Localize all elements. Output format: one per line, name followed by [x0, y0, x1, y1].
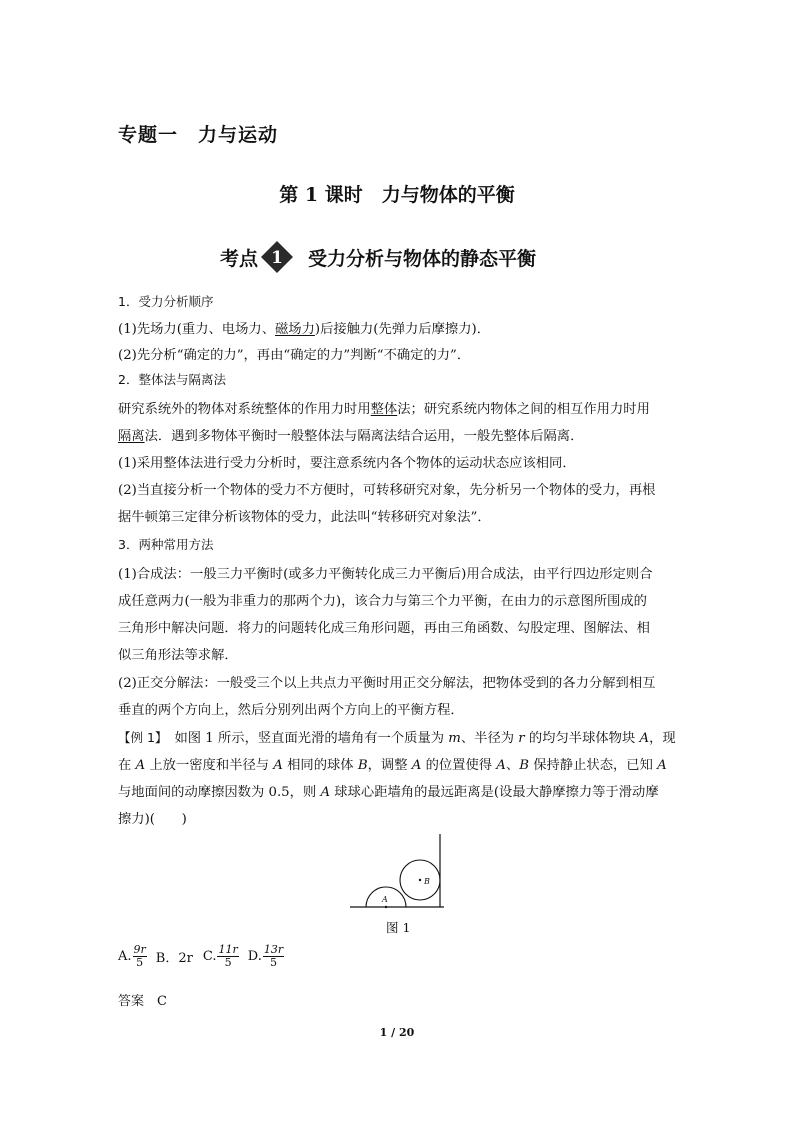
section2-line3: (1)采用整体法进行受力分析时，要注意系统内各个物体的运动状态应该相同．: [118, 456, 576, 471]
chapter-title: 专题一 力与运动: [118, 124, 279, 146]
section1-heading: 1．受力分析顺序: [118, 294, 214, 309]
kaodian-title: 受力分析与物体的静态平衡: [308, 247, 537, 270]
figure-label-a: A: [382, 895, 388, 904]
section2-line5: 据牛顿第三定律分析该物体的受力，此法叫“转移研究对象法”．: [118, 510, 491, 525]
option-a: A. $\frac{9r}{5}$: [118, 943, 146, 969]
example-line1: 【例 1】 如图 1 所示，竖直面光滑的墙角有一个质量为 m、半径为 r 的均匀半球体物块 A，现: [118, 730, 676, 746]
option-b: B．2r: [155, 951, 193, 966]
option-d: D. $\frac{13r}{5}$: [247, 943, 284, 969]
example-line4: 擦力)( ): [118, 812, 187, 827]
section3-line1: (1)合成法：一般三力平衡时(或多力平衡转化成三力平衡后)用合成法，由平行四边形定则合: [118, 567, 653, 582]
section2-line2: 隔离法．遇到多物体平衡时一般整体法与隔离法结合运用，一般先整体后隔离．: [118, 429, 584, 444]
kaodian-number-badge: [260, 240, 294, 274]
section3-line3: 三角形中解决问题．将力的问题转化成三角形问题，再由三角函数、勾股定理、图解法、相: [118, 621, 650, 636]
section1-line2: (2)先分析“确定的力”，再由“确定的力”判断“不确定的力”．: [118, 348, 471, 363]
lesson-title: 第 1 课时 力与物体的平衡: [279, 184, 515, 206]
section2-line1: 研究系统外的物体对系统整体的作用力时用整体法；研究系统内物体之间的相互作用力时用: [118, 402, 650, 417]
section3-line2: 成任意两力(一般为非重力的那两个力)，该合力与第三个力平衡，在由力的示意图所围成的: [118, 594, 647, 609]
figure-label-b: B: [424, 877, 430, 886]
example-line3: 与地面间的动摩擦因数为 0.5，则 A 球球心距墙角的最远距离是(设最大静摩擦力等于滑动摩: [118, 785, 659, 800]
page-number: 1 / 20: [379, 1026, 415, 1039]
kaodian-heading: [220, 240, 536, 274]
section2-line4: (2)当直接分析一个物体的受力不方便时，可转移研究对象，先分析另一个物体的受力，再根: [118, 483, 656, 498]
section3-line4: 似三角形法等求解．: [118, 648, 238, 663]
example-line2: 在 A 上放一密度和半径与 A 相同的球体 B，调整 A 的位置使得 A、B 保持静止状态，已知 A: [118, 758, 667, 773]
section2-heading: 2．整体法与隔离法: [118, 372, 226, 387]
answer-options: [118, 944, 285, 969]
section1-line1: (1)先场力(重力、电场力、磁场力)后接触力(先弹力后摩擦力)．: [118, 322, 491, 337]
figure-wall-spheres: [348, 832, 448, 912]
kaodian-number: 1: [271, 248, 283, 268]
section3-line6: 垂直的两个方向上，然后分别列出两个方向上的平衡方程．: [118, 703, 464, 718]
example-tag: 【例 1】: [118, 730, 162, 745]
figure-caption: 图 1: [386, 920, 411, 935]
section3-heading: 3．两种常用方法: [118, 537, 214, 552]
answer-text: 答案 C: [118, 994, 167, 1009]
kaodian-label: 考点: [220, 247, 259, 270]
option-c: C. $\frac{11r}{5}$: [202, 943, 238, 969]
section3-line5: (2)正交分解法：一般受三个以上共点力平衡时用正交分解法，把物体受到的各力分解到相互: [118, 676, 656, 691]
